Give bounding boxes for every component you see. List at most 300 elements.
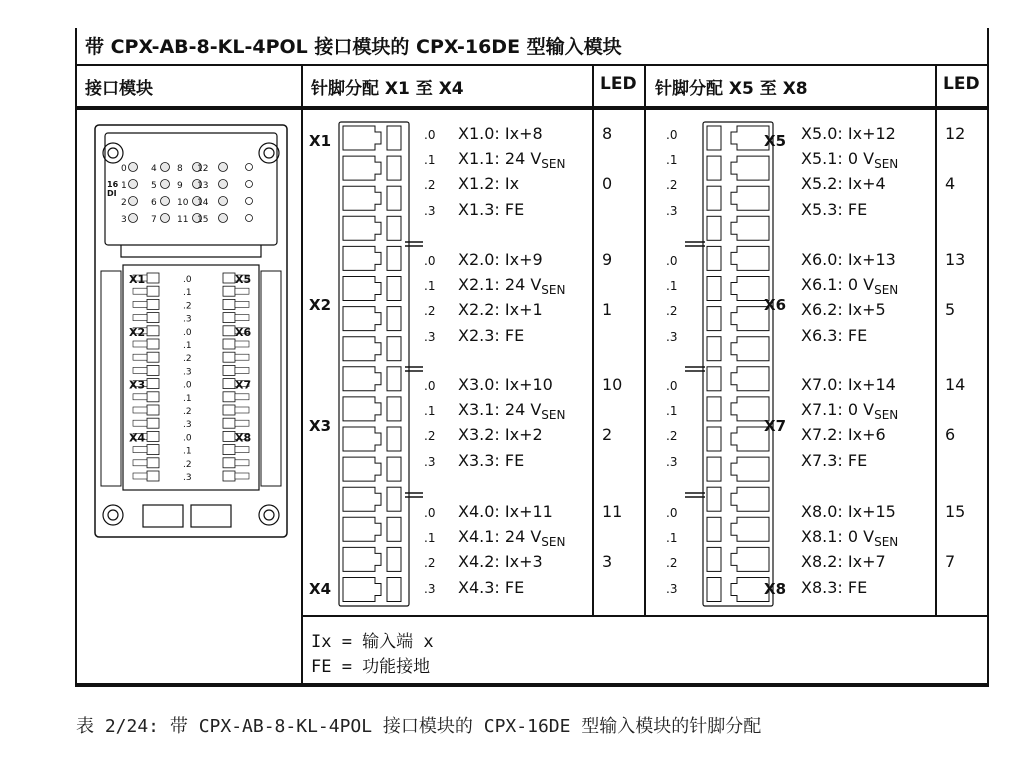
status-led — [129, 197, 138, 206]
module-pin-label: .1 — [183, 288, 192, 299]
led-index-label: 13 — [197, 181, 209, 191]
module-pin-label: .3 — [183, 420, 192, 431]
pin-signal: Ix+9 — [504, 250, 543, 269]
terminal-slot — [707, 337, 769, 361]
col-sep-4 — [935, 66, 937, 617]
pin-assignment-row — [458, 502, 553, 521]
module-pin-label: .3 — [183, 367, 192, 378]
module-conn-label: X5 — [235, 273, 252, 286]
terminal-cell — [223, 445, 235, 455]
module-pin-label: .0 — [183, 275, 192, 285]
terminal-cell — [223, 392, 235, 402]
terminal-cell — [147, 458, 159, 468]
pin-number-label: .2 — [424, 556, 436, 570]
module-pin-label: .1 — [183, 393, 192, 404]
connector-label: X2 — [309, 296, 332, 314]
pin-signal: 0 V — [847, 149, 875, 168]
module-pin-label: .0 — [183, 433, 192, 444]
terminal-slot — [707, 517, 769, 541]
pin-assignment-row — [801, 149, 898, 171]
pin-name: X6.3: — [801, 326, 843, 345]
terminal-cell — [147, 352, 159, 362]
module-pin-label: .0 — [183, 380, 192, 391]
terminal-slot — [707, 487, 769, 511]
header-pins-right: 针脚分配 X5 至 X8 — [655, 79, 808, 99]
pin-assignment-row — [458, 552, 543, 571]
led-index-label: 0 — [121, 164, 127, 174]
pin-assignment-row — [458, 578, 524, 597]
pin-signal: FE — [847, 451, 868, 470]
pin-number-label: .2 — [666, 178, 678, 192]
pin-name: X3.2: — [458, 425, 500, 444]
terminal-cell — [133, 447, 147, 453]
table-border-bottom — [75, 683, 989, 687]
pin-name: X7.1: — [801, 400, 843, 419]
pin-number-label: .1 — [424, 404, 436, 418]
terminal-cell — [223, 299, 235, 309]
terminal-cell — [147, 379, 159, 389]
pin-signal: Ix+14 — [847, 375, 896, 394]
pin-number-label: .0 — [424, 506, 436, 520]
pin-name: X6.0: — [801, 250, 843, 269]
pin-signal: Ix+13 — [847, 250, 896, 269]
module-pin-label: .2 — [183, 301, 192, 312]
module-pin-label: .1 — [183, 446, 192, 457]
terminal-slot — [343, 517, 401, 541]
pin-name: X7.2: — [801, 425, 843, 444]
pin-name: X8.0: — [801, 502, 843, 521]
pin-signal: 24 V — [504, 149, 542, 168]
module-badge: DI — [107, 189, 117, 198]
col-sep-2 — [592, 66, 594, 617]
pin-assignment-row — [458, 174, 519, 193]
pin-name: X8.1: — [801, 527, 843, 546]
terminal-cell — [223, 379, 235, 389]
terminal-cell — [223, 313, 235, 323]
led-number: 15 — [945, 502, 966, 521]
pin-signal-subscript: SEN — [874, 283, 899, 297]
terminal-cell — [223, 418, 235, 428]
header-pins-left: 针脚分配 X1 至 X4 — [311, 79, 464, 99]
terminal-cell — [133, 420, 147, 426]
terminal-strip-right — [685, 120, 775, 610]
pin-name: X6.2: — [801, 300, 843, 319]
led-index-label: 5 — [151, 181, 157, 191]
pin-signal-subscript: SEN — [874, 535, 899, 549]
module-conn-label: X3 — [129, 378, 146, 392]
pin-number-label: .0 — [666, 254, 678, 268]
pin-number-label: .3 — [666, 582, 678, 596]
pin-assignment-row — [458, 375, 553, 394]
pin-number-label: .1 — [424, 279, 436, 293]
pin-signal: 0 V — [847, 527, 875, 546]
pin-name: X2.0: — [458, 250, 500, 269]
terminal-cell — [133, 460, 147, 466]
pin-name: X4.3: — [458, 578, 500, 597]
module-pin-label: .2 — [183, 354, 192, 365]
pin-number-label: .1 — [666, 153, 678, 167]
connector-label: X3 — [309, 417, 332, 435]
pin-signal: Ix+7 — [847, 552, 886, 571]
pin-signal: 24 V — [504, 527, 542, 546]
pin-number-label: .2 — [666, 304, 678, 318]
terminal-slot — [343, 367, 401, 391]
pin-signal: Ix+3 — [504, 552, 543, 571]
pin-signal-subscript: SEN — [874, 408, 899, 422]
pin-signal: Ix+4 — [847, 174, 886, 193]
pin-number-label: .0 — [666, 379, 678, 393]
pin-assignment-row — [458, 326, 524, 345]
status-led — [246, 164, 253, 171]
terminal-cell — [235, 288, 249, 294]
pin-signal: FE — [504, 200, 525, 219]
pin-signal: Ix+15 — [847, 502, 896, 521]
status-led — [129, 214, 138, 223]
pin-name: X1.2: — [458, 174, 500, 193]
pin-assignment-row — [801, 300, 886, 319]
led-number: 5 — [945, 300, 956, 319]
terminal-cell — [235, 447, 249, 453]
header-interface: 接口模块 — [85, 79, 153, 99]
pin-assignment-row — [801, 200, 867, 219]
terminal-slot — [343, 307, 401, 331]
pin-signal: Ix+2 — [504, 425, 543, 444]
led-index-label: 2 — [121, 198, 127, 208]
terminal-slot — [343, 246, 401, 270]
connector-label: X1 — [309, 132, 332, 150]
terminal-slot — [343, 547, 401, 571]
terminal-cell — [235, 420, 249, 426]
terminal-cell — [235, 367, 249, 373]
terminal-cell — [235, 460, 249, 466]
legend-ix: Ix = 输入端 x — [311, 632, 434, 652]
pin-assignment-row — [458, 250, 543, 269]
pin-name: X4.0: — [458, 502, 500, 521]
terminal-cell — [133, 473, 147, 479]
col-sep-1 — [301, 66, 303, 685]
title-divider — [75, 64, 989, 66]
led-index-label: 7 — [151, 215, 157, 225]
terminal-slot — [343, 578, 401, 602]
terminal-slot — [343, 427, 401, 451]
legend-divider — [301, 615, 989, 617]
pin-assignment-row — [801, 502, 896, 521]
pin-name: X4.2: — [458, 552, 500, 571]
terminal-cell — [133, 354, 147, 360]
pin-assignment-row — [801, 174, 886, 193]
terminal-slot — [707, 367, 769, 391]
pin-signal: Ix+10 — [504, 375, 553, 394]
status-led — [219, 214, 228, 223]
pin-name: X2.3: — [458, 326, 500, 345]
pin-signal: Ix — [504, 174, 520, 193]
terminal-slot — [343, 216, 401, 240]
pin-number-label: .1 — [424, 153, 436, 167]
pin-number-label: .0 — [424, 254, 436, 268]
terminal-slot — [707, 307, 769, 331]
pin-assignment-row — [458, 451, 524, 470]
terminal-cell — [147, 339, 159, 349]
pin-number-label: .3 — [666, 330, 678, 344]
terminal-cell — [235, 354, 249, 360]
led-number: 1 — [602, 300, 613, 319]
terminal-slot — [343, 126, 401, 150]
pin-signal: Ix+8 — [504, 124, 543, 143]
pin-assignment-row — [801, 527, 898, 549]
pin-signal: Ix+1 — [504, 300, 543, 319]
module-conn-label: X7 — [235, 378, 252, 392]
pin-assignment-row — [458, 300, 543, 319]
pin-signal-subscript: SEN — [541, 535, 566, 549]
terminal-slot — [707, 126, 769, 150]
pin-signal: 0 V — [847, 400, 875, 419]
pin-number-label: .1 — [666, 404, 678, 418]
terminal-slot — [343, 397, 401, 421]
terminal-slot — [707, 216, 769, 240]
connector-label: X7 — [764, 417, 787, 435]
pin-signal: Ix+5 — [847, 300, 886, 319]
pin-name: X7.3: — [801, 451, 843, 470]
terminal-slot — [343, 277, 401, 301]
pin-assignment-row — [458, 425, 543, 444]
led-number: 6 — [945, 425, 956, 444]
terminal-cell — [133, 367, 147, 373]
terminal-cell — [147, 286, 159, 296]
connector-label: X6 — [764, 296, 787, 314]
module-pin-label: .3 — [183, 473, 192, 483]
terminal-cell — [133, 394, 147, 400]
module-conn-label: X2 — [129, 325, 146, 339]
terminal-cell — [223, 431, 235, 441]
pin-assignment-row — [458, 149, 565, 171]
terminal-strip-left — [335, 120, 425, 610]
module-badge: 16 — [107, 180, 119, 189]
pin-signal: 24 V — [504, 400, 542, 419]
pin-number-label: .0 — [666, 506, 678, 520]
module-conn-label: X8 — [235, 431, 252, 445]
terminal-cell — [147, 273, 159, 283]
led-number: 10 — [602, 375, 623, 394]
legend-fe: FE = 功能接地 — [311, 657, 431, 677]
terminal-cell — [223, 365, 235, 375]
led-index-label: 10 — [177, 198, 189, 208]
table-title: 带 CPX-AB-8-KL-4POL 接口模块的 CPX-16DE 型输入模块 — [85, 36, 622, 58]
pin-signal-subscript: SEN — [541, 283, 566, 297]
header-led-right: LED — [943, 74, 980, 94]
pin-signal: FE — [847, 578, 868, 597]
pin-name: X5.1: — [801, 149, 843, 168]
pin-name: X2.2: — [458, 300, 500, 319]
pin-name: X1.3: — [458, 200, 500, 219]
pin-table — [75, 28, 989, 685]
terminal-slot — [707, 547, 769, 571]
terminal-cell — [223, 471, 235, 481]
pin-assignment-row — [458, 400, 565, 422]
pin-name: X1.0: — [458, 124, 500, 143]
pin-assignment-row — [801, 275, 898, 297]
pin-signal-subscript: SEN — [541, 157, 566, 171]
terminal-cell — [133, 315, 147, 321]
table-border-left — [75, 28, 77, 685]
pin-assignment-row — [801, 578, 867, 597]
pin-signal: Ix+11 — [504, 502, 553, 521]
led-number: 8 — [602, 124, 613, 143]
terminal-slot — [707, 457, 769, 481]
module-conn-label: X6 — [235, 325, 252, 339]
pin-signal: FE — [504, 451, 525, 470]
pin-name: X4.1: — [458, 527, 500, 546]
terminal-cell — [235, 407, 249, 413]
pin-assignment-row — [458, 200, 524, 219]
led-number: 13 — [945, 250, 966, 269]
led-number: 3 — [602, 552, 613, 571]
status-led — [246, 198, 253, 205]
led-number: 9 — [602, 250, 613, 269]
terminal-slot — [707, 427, 769, 451]
connector-label: X5 — [764, 132, 787, 150]
connector-label: X4 — [309, 580, 332, 598]
pin-number-label: .2 — [424, 304, 436, 318]
pin-number-label: .1 — [424, 531, 436, 545]
led-index-label: 15 — [197, 215, 209, 225]
pin-assignment-row — [801, 552, 886, 571]
pin-number-label: .2 — [424, 429, 436, 443]
pin-name: X2.1: — [458, 275, 500, 294]
led-index-label: 9 — [177, 181, 183, 191]
pin-assignment-row — [458, 527, 565, 549]
pin-name: X5.0: — [801, 124, 843, 143]
pin-number-label: .3 — [666, 204, 678, 218]
table-caption: 表 2/24: 带 CPX-AB-8-KL-4POL 接口模块的 CPX-16DE 型输入模块的针脚分配 — [76, 716, 762, 737]
led-index-label: 14 — [197, 198, 209, 208]
terminal-cell — [223, 405, 235, 415]
pin-name: X1.1: — [458, 149, 500, 168]
table-border-right — [987, 28, 989, 685]
pin-name: X8.3: — [801, 578, 843, 597]
terminal-cell — [147, 326, 159, 336]
pin-number-label: .0 — [424, 128, 436, 142]
pin-name: X3.1: — [458, 400, 500, 419]
led-number: 11 — [602, 502, 623, 521]
terminal-slot — [343, 457, 401, 481]
terminal-slot — [343, 186, 401, 210]
terminal-slot — [707, 578, 769, 602]
status-led — [161, 214, 170, 223]
terminal-cell — [223, 352, 235, 362]
terminal-cell — [223, 286, 235, 296]
pin-number-label: .0 — [666, 128, 678, 142]
pin-signal: FE — [504, 326, 525, 345]
terminal-slot — [707, 277, 769, 301]
pin-signal-subscript: SEN — [541, 408, 566, 422]
terminal-cell — [223, 339, 235, 349]
terminal-cell — [223, 273, 235, 283]
terminal-slot — [707, 397, 769, 421]
terminal-cell — [235, 315, 249, 321]
status-led — [161, 180, 170, 189]
pin-signal: Ix+12 — [847, 124, 896, 143]
terminal-cell — [133, 341, 147, 347]
pin-assignment-row — [458, 275, 565, 297]
pin-signal-subscript: SEN — [874, 157, 899, 171]
connector-label: X8 — [764, 580, 787, 598]
status-led — [161, 197, 170, 206]
pin-name: X3.3: — [458, 451, 500, 470]
terminal-slot — [707, 246, 769, 270]
pin-assignment-row — [801, 400, 898, 422]
pin-assignment-row — [458, 124, 543, 143]
pin-number-label: .3 — [424, 582, 436, 596]
terminal-cell — [147, 313, 159, 323]
terminal-cell — [235, 473, 249, 479]
module-pin-label: .1 — [183, 341, 192, 351]
terminal-slot — [707, 186, 769, 210]
pin-signal: FE — [847, 200, 868, 219]
led-index-label: 12 — [197, 164, 209, 174]
terminal-cell — [235, 341, 249, 347]
pin-assignment-row — [801, 326, 867, 345]
status-led — [219, 197, 228, 206]
terminal-slot — [343, 487, 401, 511]
pin-number-label: .3 — [424, 204, 436, 218]
terminal-cell — [147, 405, 159, 415]
status-led — [246, 181, 253, 188]
led-number: 4 — [945, 174, 956, 193]
terminal-cell — [223, 458, 235, 468]
interface-module-drawing — [93, 123, 289, 543]
status-led — [129, 180, 138, 189]
pin-assignment-row — [801, 425, 886, 444]
pin-number-label: .3 — [666, 455, 678, 469]
terminal-cell — [147, 471, 159, 481]
module-pin-label: .2 — [183, 407, 192, 417]
module-conn-label: X4 — [129, 431, 146, 445]
pin-number-label: .2 — [666, 556, 678, 570]
terminal-cell — [235, 394, 249, 400]
led-index-label: 6 — [151, 198, 157, 208]
pin-number-label: .1 — [666, 279, 678, 293]
pin-assignment-row — [801, 124, 896, 143]
module-pin-label: .0 — [183, 327, 192, 338]
led-number: 14 — [945, 375, 966, 394]
pin-signal: FE — [504, 578, 525, 597]
header-led-left: LED — [600, 74, 637, 94]
terminal-cell — [147, 392, 159, 402]
pin-name: X3.0: — [458, 375, 500, 394]
terminal-cell — [235, 301, 249, 307]
terminal-cell — [133, 301, 147, 307]
status-led — [219, 180, 228, 189]
pin-signal: Ix+6 — [847, 425, 886, 444]
pin-signal: FE — [847, 326, 868, 345]
terminal-cell — [147, 445, 159, 455]
status-led — [246, 215, 253, 222]
led-number: 2 — [602, 425, 613, 444]
terminal-cell — [147, 418, 159, 428]
module-conn-label: X1 — [129, 273, 146, 286]
terminal-slot — [343, 156, 401, 180]
module-pin-label: .2 — [183, 459, 192, 470]
pin-number-label: .2 — [424, 178, 436, 192]
led-index-label: 8 — [177, 164, 183, 174]
pin-name: X7.0: — [801, 375, 843, 394]
pin-name: X5.3: — [801, 200, 843, 219]
pin-assignment-row — [801, 451, 867, 470]
terminal-cell — [147, 365, 159, 375]
col-sep-3 — [644, 66, 646, 617]
pin-name: X6.1: — [801, 275, 843, 294]
pin-assignment-row — [801, 250, 896, 269]
